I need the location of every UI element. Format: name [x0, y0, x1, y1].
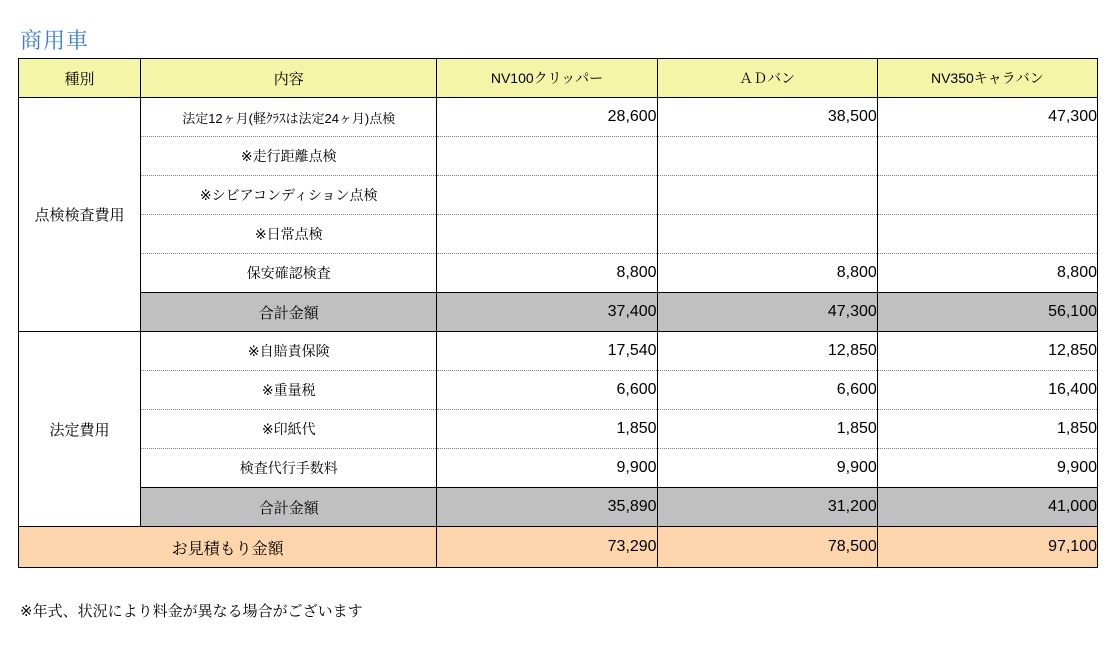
total-value: 56,100 — [877, 293, 1097, 332]
row-value — [877, 215, 1097, 254]
row-value — [877, 137, 1097, 176]
row-value: 1,850 — [877, 410, 1097, 449]
row-desc: ※走行距離点検 — [141, 137, 437, 176]
section-total-row — [19, 488, 1098, 527]
row-value: 1,850 — [437, 410, 657, 449]
section-type-2: 法定費用 — [19, 332, 141, 527]
row-value: 6,600 — [657, 371, 877, 410]
total-value: 41,000 — [877, 488, 1097, 527]
table-row — [19, 98, 1098, 137]
row-value — [657, 176, 877, 215]
total-value: 47,300 — [657, 293, 877, 332]
table-row — [19, 254, 1098, 293]
total-label: 合計金額 — [141, 293, 437, 332]
header-col-2: ＡＤバン — [657, 59, 877, 98]
row-value — [437, 176, 657, 215]
row-value — [437, 137, 657, 176]
header-type: 種別 — [19, 59, 141, 98]
table-row — [19, 449, 1098, 488]
row-desc: ※自賠責保険 — [141, 332, 437, 371]
grand-total-value: 78,500 — [657, 527, 877, 568]
footnote: ※年式、状況により料金が異なる場合がございます — [20, 603, 363, 620]
row-value: 47,300 — [877, 98, 1097, 137]
row-value: 16,400 — [877, 371, 1097, 410]
table-row — [19, 137, 1098, 176]
row-value — [657, 215, 877, 254]
table-body — [19, 98, 1098, 568]
row-desc: ※重量税 — [141, 371, 437, 410]
total-label: 合計金額 — [141, 488, 437, 527]
row-value: 8,800 — [877, 254, 1097, 293]
total-value: 37,400 — [437, 293, 657, 332]
row-value: 9,900 — [877, 449, 1097, 488]
grand-total-label: お見積もり金額 — [19, 527, 437, 568]
header-desc: 内容 — [141, 59, 437, 98]
grand-total-value: 73,290 — [437, 527, 657, 568]
row-value: 8,800 — [657, 254, 877, 293]
row-desc: 法定12ヶ月(軽ｸﾗｽは法定24ヶ月)点検 — [141, 98, 437, 137]
row-desc: 検査代行手数料 — [141, 449, 437, 488]
table-row — [19, 332, 1098, 371]
row-desc: ※印紙代 — [141, 410, 437, 449]
table-row — [19, 176, 1098, 215]
row-value: 12,850 — [657, 332, 877, 371]
total-value: 31,200 — [657, 488, 877, 527]
section-type-1: 点検検査費用 — [19, 98, 141, 332]
row-value: 8,800 — [437, 254, 657, 293]
row-value: 12,850 — [877, 332, 1097, 371]
header-row — [19, 59, 1098, 98]
header-col-1: NV100クリッパー — [437, 59, 657, 98]
table-header — [19, 59, 1098, 98]
row-value: 6,600 — [437, 371, 657, 410]
row-desc: ※シビアコンディション点検 — [141, 176, 437, 215]
row-value: 28,600 — [437, 98, 657, 137]
row-value: 9,900 — [437, 449, 657, 488]
section-total-row — [19, 293, 1098, 332]
row-desc: ※日常点検 — [141, 215, 437, 254]
row-value: 1,850 — [657, 410, 877, 449]
row-value — [877, 176, 1097, 215]
total-value: 35,890 — [437, 488, 657, 527]
page-title: 商用車 — [20, 28, 90, 53]
row-value: 9,900 — [657, 449, 877, 488]
table-row — [19, 410, 1098, 449]
pricing-table — [18, 58, 1098, 568]
grand-total-value: 97,100 — [877, 527, 1097, 568]
table-row — [19, 371, 1098, 410]
header-col-3: NV350キャラバン — [877, 59, 1097, 98]
row-value — [437, 215, 657, 254]
row-value: 17,540 — [437, 332, 657, 371]
row-value: 38,500 — [657, 98, 877, 137]
grand-total-row — [19, 527, 1098, 568]
row-desc: 保安確認検査 — [141, 254, 437, 293]
row-value — [657, 137, 877, 176]
table-row — [19, 215, 1098, 254]
